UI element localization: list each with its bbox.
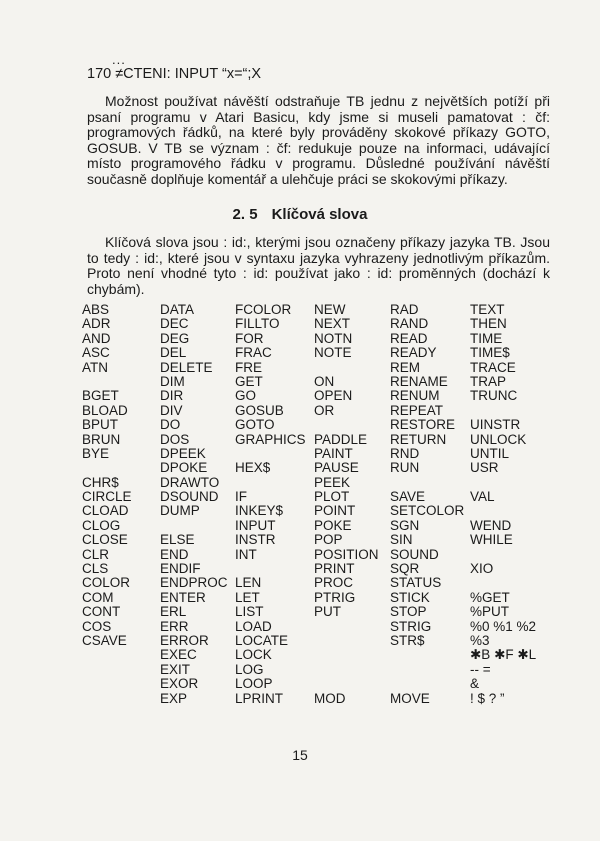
keyword: DOS	[160, 431, 190, 447]
keyword: %0 %1 %2	[470, 618, 537, 634]
keyword: CLOSE	[82, 532, 128, 548]
keyword: LEN	[235, 575, 262, 591]
keyword: BYE	[82, 445, 110, 461]
keyword: DEL	[160, 345, 187, 361]
keyword: USR	[470, 460, 499, 476]
keyword	[470, 576, 536, 590]
keyword: CIRCLE	[82, 489, 132, 505]
keyword	[314, 677, 379, 691]
keyword: RENAME	[390, 373, 448, 389]
keyword: VAL	[470, 489, 495, 505]
keyword: PROC	[314, 575, 354, 591]
keyword: COS	[82, 618, 112, 634]
keyword: DIR	[160, 388, 184, 404]
keyword: TIME	[470, 330, 503, 346]
keyword: FRAC	[235, 345, 272, 361]
keyword: LOG	[235, 661, 264, 677]
keyword: POKE	[314, 517, 352, 533]
keyword: HEX$	[235, 460, 271, 476]
keyword: TRACE	[470, 359, 516, 375]
keyword	[470, 504, 536, 518]
keyword-column-2	[160, 303, 228, 706]
keyword: GO	[235, 388, 257, 404]
keyword	[314, 361, 379, 375]
keyword: BGET	[82, 388, 119, 404]
keyword	[82, 677, 132, 691]
keyword: PEEK	[314, 474, 351, 490]
keyword	[314, 663, 379, 677]
keyword: MOD	[314, 690, 346, 706]
keyword: SOUND	[390, 546, 439, 562]
keyword: ENDIF	[160, 561, 201, 577]
keyword: REM	[390, 359, 420, 375]
keyword: READY	[390, 345, 437, 361]
keyword	[390, 663, 464, 677]
keyword: PLOT	[314, 489, 350, 505]
keyword: RUN	[390, 460, 420, 476]
keyword: FOR	[235, 330, 264, 346]
keyword: COM	[82, 589, 114, 605]
keyword: FRE	[235, 359, 262, 375]
keyword: STR$	[390, 632, 425, 648]
keyword: ABS	[82, 302, 110, 317]
keyword: LPRINT	[235, 690, 284, 706]
keyword: NOTE	[314, 345, 352, 361]
keyword: EXP	[160, 690, 188, 706]
keyword: WHILE	[470, 532, 513, 548]
keyword: ERROR	[160, 632, 209, 648]
keyword: ENTER	[160, 589, 206, 605]
keyword-column-1	[82, 303, 132, 706]
keyword: TRAP	[470, 373, 507, 389]
keyword	[235, 562, 306, 576]
keyword: -- =	[470, 661, 491, 677]
keyword: DELETE	[160, 359, 213, 375]
keyword: WEND	[470, 517, 512, 533]
keyword: ! $ ? ”	[470, 690, 505, 706]
keyword: ERR	[160, 618, 189, 634]
keyword: SIN	[390, 532, 413, 548]
keyword: READ	[390, 330, 428, 346]
keyword: DEC	[160, 316, 189, 332]
keyword: DPOKE	[160, 460, 208, 476]
keyword: GOTO	[235, 417, 275, 433]
keyword: DUMP	[160, 503, 200, 519]
keyword: PUT	[314, 604, 341, 620]
keyword	[470, 548, 536, 562]
keyword: BRUN	[82, 431, 121, 447]
section-title: Klíčová slova	[271, 206, 368, 223]
keyword: PAUSE	[314, 460, 359, 476]
keyword: INPUT	[235, 517, 276, 533]
keyword: END	[160, 546, 189, 562]
keyword	[82, 648, 132, 662]
page-number: 15	[292, 747, 308, 763]
keyword: DSOUND	[160, 489, 219, 505]
keyword: POP	[314, 532, 343, 548]
keyword: STOP	[390, 604, 427, 620]
keyword: UINSTR	[470, 417, 521, 433]
keyword-column-6	[470, 303, 536, 706]
keyword	[314, 418, 379, 432]
keyword: REPEAT	[390, 402, 444, 418]
keyword: %PUT	[470, 604, 510, 620]
keyword: ENDPROC	[160, 575, 228, 591]
keyword	[82, 663, 132, 677]
keyword: PRINT	[314, 561, 355, 577]
keyword: NOTN	[314, 330, 353, 346]
keyword	[160, 519, 228, 533]
keyword: TEXT	[470, 302, 505, 317]
keyword: LOCATE	[235, 632, 289, 648]
keyword: DO	[160, 417, 181, 433]
keyword: %GET	[470, 589, 510, 605]
keyword: INSTR	[235, 532, 276, 548]
keyword: IF	[235, 489, 247, 505]
keyword: UNLOCK	[470, 431, 527, 447]
keyword: ERL	[160, 604, 187, 620]
keyword	[235, 447, 306, 461]
keyword: STICK	[390, 589, 430, 605]
keyword: LOCK	[235, 647, 272, 663]
keyword: CHR$	[82, 474, 119, 490]
keyword: ATN	[82, 359, 108, 375]
keyword: SETCOLOR	[390, 503, 465, 519]
keyword: CLOG	[82, 517, 121, 533]
keyword: PADDLE	[314, 431, 368, 447]
keyword	[314, 620, 379, 634]
keyword: LOOP	[235, 676, 273, 692]
keyword: MOVE	[390, 690, 430, 706]
keyword: XIO	[470, 561, 494, 577]
keyword: PAINT	[314, 445, 353, 461]
keyword	[390, 677, 464, 691]
keyword: &	[470, 676, 480, 692]
keyword: DEG	[160, 330, 190, 346]
keyword: OR	[314, 402, 335, 418]
section-number: 2. 5	[232, 206, 258, 223]
keyword: GET	[235, 373, 263, 389]
keyword: BLOAD	[82, 402, 128, 418]
keyword: SAVE	[390, 489, 426, 505]
keyword: INKEY$	[235, 503, 284, 519]
keyword: LIST	[235, 604, 264, 620]
keyword: ELSE	[160, 532, 195, 548]
keyword: NEXT	[314, 316, 351, 332]
paragraph-labels: Možnost používat návěští odstraňuje TB jednu z největších potíží při psaní programu v Atari Basicu, kdy jsme si museli pamatovat : čf: programových řádků, na které byly prováděny skokové příkazy GOTO, GOSUB. V TB se význam : čf: redukuje pouze na informaci, udávající místo programového řádku v programu. Důsledné používání návěští současně doplňuje komentář a ulehčuje práci se skokovými příkazy.	[87, 93, 550, 187]
keyword: THEN	[470, 316, 507, 332]
keyword	[390, 476, 464, 490]
keyword: CSAVE	[82, 632, 127, 648]
keyword-column-3	[235, 303, 306, 706]
keyword: POSITION	[314, 546, 379, 562]
keyword-column-4	[314, 303, 379, 706]
keyword: RETURN	[390, 431, 447, 447]
keyword	[314, 634, 379, 648]
section-heading	[0, 206, 600, 223]
paragraph-keywords: Klíčová slova jsou : id:, kterými jsou označeny příkazy jazyka TB. Jsou to tedy : id:, které jsou v syntaxu jazyka vyhrazeny jednotlivým příkazům. Proto není vhodné tyto : id: používat jako : id: proměnných (dochází k chybám).	[87, 234, 550, 297]
keyword: RENUM	[390, 388, 440, 404]
keyword: COLOR	[82, 575, 131, 591]
keyword: DRAWTO	[160, 474, 220, 490]
keyword	[82, 375, 132, 389]
keyword: STRIG	[390, 618, 432, 634]
keyword	[390, 648, 464, 662]
keyword: PTRIG	[314, 589, 356, 605]
keyword: GRAPHICS	[235, 431, 306, 447]
keyword: POINT	[314, 503, 356, 519]
keyword	[82, 461, 132, 475]
keyword: NEW	[314, 302, 346, 317]
keyword: EXIT	[160, 661, 191, 677]
keyword: EXOR	[160, 676, 199, 692]
keyword: FILLTO	[235, 316, 280, 332]
keyword: OPEN	[314, 388, 353, 404]
keyword	[82, 692, 132, 706]
keyword: ADR	[82, 316, 111, 332]
keyword: EXEC	[160, 647, 197, 663]
keyword: CLOAD	[82, 503, 129, 519]
keyword: ASC	[82, 345, 110, 361]
keyword: %3	[470, 632, 490, 648]
keyword: CONT	[82, 604, 121, 620]
keyword: RESTORE	[390, 417, 456, 433]
keyword: UNTIL	[470, 445, 510, 461]
keyword: SGN	[390, 517, 420, 533]
keyword: INT	[235, 546, 257, 562]
keyword: DPEEK	[160, 445, 206, 461]
keyword	[470, 404, 536, 418]
keyword: DIV	[160, 402, 183, 418]
keyword: FCOLOR	[235, 302, 292, 317]
keyword: DIM	[160, 373, 185, 389]
keyword: TIME$	[470, 345, 510, 361]
keyword: RND	[390, 445, 420, 461]
keyword: CLR	[82, 546, 110, 562]
keyword	[314, 648, 379, 662]
keyword: RAD	[390, 302, 419, 317]
keyword: DATA	[160, 302, 195, 317]
keyword: RAND	[390, 316, 429, 332]
keyword: TRUNC	[470, 388, 518, 404]
keyword-column-5	[390, 303, 464, 706]
keyword	[235, 476, 306, 490]
keyword: ON	[314, 373, 335, 389]
keyword: LET	[235, 589, 260, 605]
keyword: CLS	[82, 561, 109, 577]
code-line: 170 ≠CTENI: INPUT “x=“;X	[87, 66, 262, 82]
keyword	[470, 476, 536, 490]
code-ellipsis: ...	[112, 52, 126, 67]
keyword: AND	[82, 330, 111, 346]
keyword: LOAD	[235, 618, 272, 634]
keyword: BPUT	[82, 417, 119, 433]
keyword: ✱B ✱F ✱L	[470, 647, 537, 663]
keyword: STATUS	[390, 575, 442, 591]
keyword: GOSUB	[235, 402, 284, 418]
keyword: SQR	[390, 561, 420, 577]
